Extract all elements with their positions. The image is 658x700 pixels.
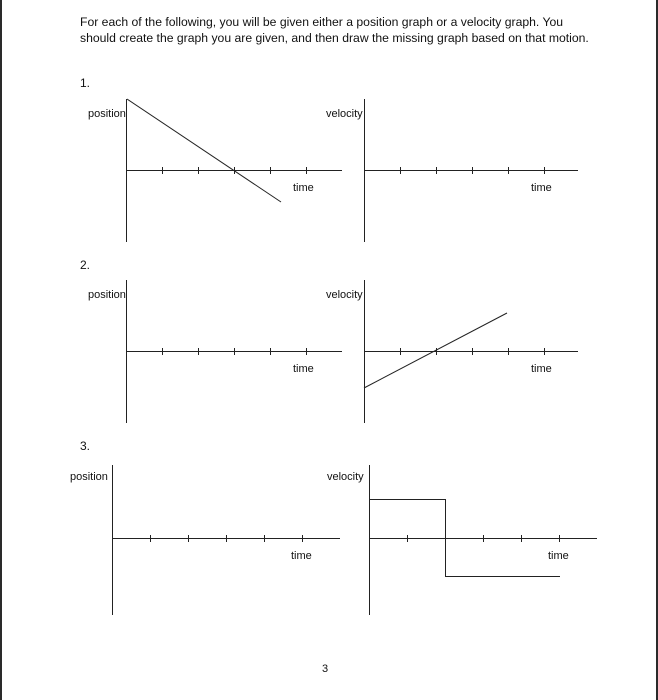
q2-position-graph	[126, 280, 342, 423]
q1-velocity-time-label: time	[531, 182, 552, 194]
question-1-number: 1.	[80, 76, 91, 90]
q3-velocity-label: velocity	[327, 471, 364, 483]
q3-velocity-graph	[369, 465, 597, 615]
q2-position-time-label: time	[293, 363, 314, 375]
question-2-number: 2.	[80, 258, 91, 272]
q3-position-time-label: time	[291, 550, 312, 562]
q1-position-label: position	[88, 108, 126, 120]
q3-velocity-time-label: time	[548, 550, 569, 562]
q2-velocity-line	[364, 313, 507, 388]
page-number: 3	[322, 663, 329, 675]
q2-velocity-time-label: time	[531, 363, 552, 375]
q1-position-graph	[126, 99, 342, 242]
q1-position-time-label: time	[293, 182, 314, 194]
q1-velocity-graph	[364, 99, 578, 242]
instructions-text: For each of the following, you will be given either a position graph or a velocity graph. You should create the graph you are given, and then draw the missing graph based on that motion.	[80, 15, 589, 45]
q1-velocity-label: velocity	[326, 108, 363, 120]
q2-velocity-graph	[364, 280, 578, 423]
q3-position-graph	[112, 465, 340, 615]
question-3-number: 3.	[80, 439, 91, 453]
q2-velocity-label: velocity	[326, 289, 363, 301]
q2-position-label: position	[88, 289, 126, 301]
q3-position-label: position	[70, 471, 108, 483]
q1-position-line	[127, 99, 281, 202]
